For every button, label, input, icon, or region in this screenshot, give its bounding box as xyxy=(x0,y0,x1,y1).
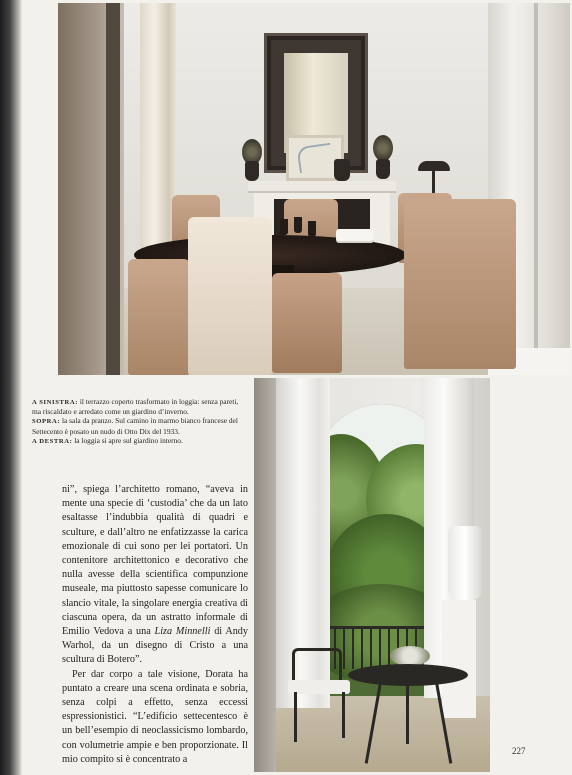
paragraph: Per dar corpo a tale visione, Dorata ha puntato a creare una scena ordinata e sobria, senza colpi a effetto, senza eccessi espressionistici. “L’edificio settecentesco è un bell’esempio di neoclassicismo lombardo, con volumetrie ampie e ben proporzionate. Il mio compito si è concentrato a xyxy=(62,668,248,765)
article-body xyxy=(62,483,248,767)
paragraph xyxy=(62,483,248,668)
photo-caption xyxy=(32,397,242,446)
round-table xyxy=(348,664,468,686)
paragraph-text: di Andy Warhol, da un disegno di Cristo a una scultura di Botero”. xyxy=(62,626,248,666)
caption-label-left: A SINISTRA: xyxy=(32,399,78,406)
urn xyxy=(448,526,482,600)
pedestal xyxy=(442,600,476,718)
page-gutter xyxy=(0,0,22,775)
caption-label-right: A DESTRA: xyxy=(32,437,73,445)
dining-room-photo xyxy=(58,3,570,375)
caption-label-above: SOPRA: xyxy=(32,418,61,426)
caption-text-above: la sala da pranzo. Sul camino in marmo bianco francese del Settecento è posato un nudo di Otto Dix del 1933. xyxy=(32,416,238,436)
chair xyxy=(188,217,272,375)
artwork-title: Liza Minnelli xyxy=(154,626,211,638)
paragraph-text: ni”, spiega l’architetto romano, “aveva in mente una specie di ‘custodia’ che da un lato esaltasse l’indubbia qualità di quadri e sculture, e dall’altro ne enfatizzasse la carica emozionale di cui sono per lei portatori. Un contenitore architettonico e decorativo che nulla avesse della scientifica compunzione museale, ma piuttosto sapesse comunicare lo slancio vitale, la singolare energia creativa di ciascuna opera, da un astratto informale di Emilio Vedova a una xyxy=(62,484,248,638)
page-number: 227 xyxy=(512,746,526,756)
flower-arrangement xyxy=(390,646,430,666)
caption-text-right: la loggia si apre sul giardino interno. xyxy=(72,435,183,445)
loggia-photo xyxy=(254,378,490,772)
caption-text-left: il terrazzo coperto trasformato in loggia: senza pareti, ma riscaldato e arredato come un giardino d’inverno. xyxy=(32,397,239,417)
